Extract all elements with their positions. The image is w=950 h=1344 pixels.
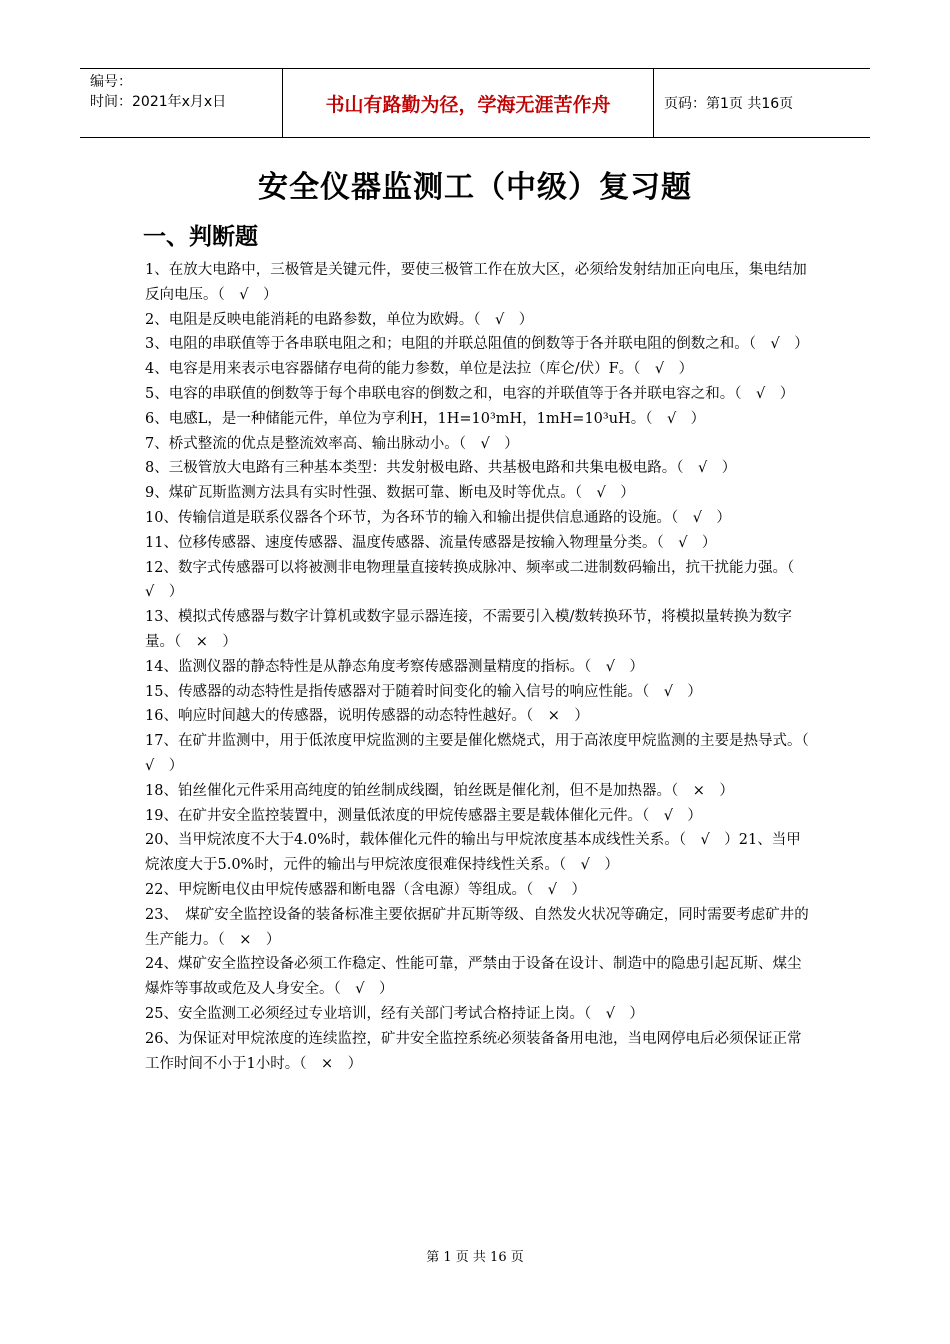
question-item: 20、当甲烷浓度不大于4.0%时，载体催化元件的输出与甲烷浓度基本成线性关系。（ √ ）21、当甲烷浓度大于5.0%时，元件的输出与甲烷浓度很难保持线性关系。（ √ ）: [145, 832, 801, 874]
question-item: 1、在放大电路中，三极管是关键元件，要使三极管工作在放大区，必须给发射结加正向电压，集电结加反向电压。（ √ ）: [145, 262, 807, 303]
question-item: 5、电容的串联值的倒数等于每个串联电容的倒数之和，电容的并联值等于各并联电容之和。（ √ ）: [145, 385, 795, 402]
question-item: 3、电阻的串联值等于各串联电阻之和；电阻的并联总阻值的倒数等于各并联电阻的倒数之和。（ √ ）: [145, 336, 809, 353]
question-item: 23、 煤矿安全监控设备的装备标准主要依据矿井瓦斯等级、自然发火状况等确定，同时需要考虑矿井的生产能力。（ × ）: [145, 906, 809, 948]
question-list: [145, 258, 824, 1076]
question-item: 10、传输信道是联系仪器各个环节，为各环节的输入和输出提供信息通路的设施。（ √ ）: [145, 509, 731, 526]
question-item: 4、电容是用来表示电容器储存电荷的能力参数，单位是法拉（库仑/伏）F。（ √ ）: [145, 361, 694, 378]
question-item: 7、桥式整流的优点是整流效率高、输出脉动小。（ √ ）: [145, 435, 519, 452]
question-item: 2、电阻是反映电能消耗的电路参数，单位为欧姆。（ √ ）: [145, 311, 534, 328]
question-item: 22、甲烷断电仪由甲烷传感器和断电器（含电源）等组成。（ √ ）: [145, 881, 586, 898]
header-motto: 书山有路勤为径，学海无涯苦作舟: [283, 69, 654, 137]
time-label: 时间：2021年x月x日: [90, 94, 227, 110]
page-footer: 第 1 页 共 16 页: [426, 1250, 524, 1265]
header-page-info: 页码：第1页 共16页: [664, 96, 794, 112]
question-item: 9、煤矿瓦斯监测方法具有实时性强、数据可靠、断电及时等优点。（ √ ）: [145, 485, 635, 502]
question-item: 11、位移传感器、速度传感器、温度传感器、流量传感器是按输入物理量分类。（ √ ）: [145, 534, 717, 551]
question-item: 16、响应时间越大的传感器，说明传感器的动态特性越好。（ × ）: [145, 708, 589, 725]
section-heading: 一、判断题: [143, 224, 258, 250]
document-title: 安全仪器监测工（中级）复习题: [258, 170, 692, 205]
question-item: 15、传感器的动态特性是指传感器对于随着时间变化的输入信号的响应性能。（ √ ）: [145, 683, 702, 700]
question-item: 19、在矿井安全监控装置中，测量低浓度的甲烷传感器主要是载体催化元件。（ √ ）: [145, 807, 702, 824]
question-item: 14、监测仪器的静态特性是从静态角度考察传感器测量精度的指标。（ √ ）: [145, 658, 644, 675]
header-meta: [80, 69, 283, 137]
question-item: 13、模拟式传感器与数字计算机或数字显示器连接，不需要引入模/数转换环节，将模拟量转换为数字量。（ × ）: [145, 609, 792, 650]
page-header: [80, 68, 870, 138]
number-label: 编号：: [90, 74, 132, 90]
question-item: 8、三极管放大电路有三种基本类型：共发射极电路、共基极电路和共集电极电路。（ √ ）: [145, 460, 737, 477]
question-item: 24、煤矿安全监控设备必须工作稳定、性能可靠，严禁由于设备在设计、制造中的隐患引起瓦斯、煤尘爆炸等事故或危及人身安全。（ √ ）: [145, 956, 802, 998]
question-item: 6、电感L，是一种储能元件，单位为亨利H，1H=10³mH，1mH=10³uH。（ √ ）: [145, 410, 706, 427]
question-item: 26、为保证对甲烷浓度的连续监控，矿井安全监控系统必须装备备用电池，当电网停电后必须保证正常工作时间不小于1小时。（ × ）: [145, 1030, 802, 1072]
question-item: 18、铂丝催化元件采用高纯度的铂丝制成线圈，铂丝既是催化剂，但不是加热器。（ × ）: [145, 782, 734, 799]
question-item: 17、在矿井监测中，用于低浓度甲烷监测的主要是催化燃烧式，用于高浓度甲烷监测的主要是热导式。（ √ ）: [145, 733, 824, 774]
question-item: 25、安全监测工必须经过专业培训，经有关部门考试合格持证上岗。（ √ ）: [145, 1005, 644, 1022]
question-item: 12、数字式传感器可以将被测非电物理量直接转换成脉冲、频率或二进制数码输出，抗干扰能力强。（ √ ）: [145, 559, 809, 601]
